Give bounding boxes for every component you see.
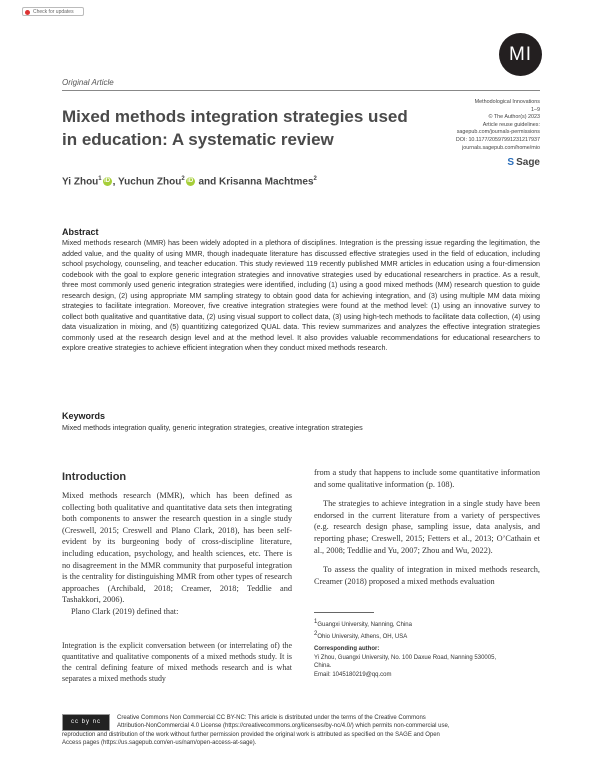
article-type: Original Article bbox=[62, 78, 114, 87]
abstract-heading: Abstract bbox=[62, 227, 99, 237]
cc-license-icon[interactable]: cc by nc bbox=[62, 714, 110, 731]
license-text bbox=[62, 714, 540, 748]
license-line-4: Access pages (https://us.sagepub.com/en-us/nam/open-access-at-sage). bbox=[62, 740, 257, 747]
author-list: Yi Zhou$^1$ iD , Yuchun Zhou$^2$ iD and Krisanna Machtmes$^2$ bbox=[62, 176, 317, 188]
corresponding-email[interactable]: Email: 1045180219@qq.com bbox=[314, 671, 392, 678]
check-for-updates-badge[interactable] bbox=[22, 7, 84, 16]
affiliation-divider bbox=[314, 612, 374, 613]
header-divider bbox=[62, 90, 540, 91]
publisher-logo bbox=[507, 157, 540, 168]
license-line-3: reproduction and distribution of the work without further permission provided the original work is attributed as specified on the SAGE and Open bbox=[62, 731, 440, 738]
intro-paragraph-2: Plano Clark (2019) defined that: bbox=[71, 606, 179, 616]
intro-column-left bbox=[62, 490, 292, 618]
reuse-label: Article reuse guidelines: bbox=[482, 121, 540, 128]
title-line-1: Mixed methods integration strategies used bbox=[62, 107, 408, 126]
corresponding-author-heading: Corresponding author: bbox=[314, 646, 380, 653]
affiliation-1: Guangxi University, Nanning, China bbox=[317, 622, 412, 628]
blockquote-continuation: from a study that happens to include some quantitative information and some qualitative information (p. 108). bbox=[314, 468, 540, 489]
corresponding-address-2: China. bbox=[314, 663, 332, 670]
intro-paragraph-4: To assess the quality of integration in mixed methods research, Creamer (2018) proposed a mixed methods evaluation bbox=[314, 565, 540, 586]
doi-link[interactable]: DOI: 10.1177/20597991231217937 bbox=[455, 136, 540, 143]
introduction-heading: Introduction bbox=[62, 471, 127, 483]
intro-paragraph-3: The strategies to achieve integration in a single study have been endorsed in the current literature from a variety of perspectives (e.g. research design phase, sampling issue, data analysis, and reporting phase; Creswell, 2015; Fetters et al., 2013; O’Cathain et al., 2008; Teddlie and Yu, 2007; Zhou and Wu, 2022). bbox=[314, 499, 540, 555]
author-1: Yi Zhou bbox=[62, 176, 99, 188]
affiliation-2: Ohio University, Athens, OH, USA bbox=[317, 633, 408, 640]
article-title bbox=[62, 105, 442, 151]
author-2: Yuchun Zhou bbox=[118, 176, 182, 188]
license-line-1: Creative Commons Non Commercial CC BY-NC: This article is distributed under the terms of the Creative Commons bbox=[117, 715, 426, 721]
publisher-name: Sage bbox=[516, 157, 540, 168]
affiliations: $^1$Guangxi University, Nanning, China $^2$Ohio University, Athens, OH, USA Corresponding author: Yi Zhou, Guangxi University, No. 100 Daxue Road, Nanning 530005, China. Email: 1045180219@qq.com bbox=[314, 618, 540, 680]
license-line-2: Attribution-NonCommercial 4.0 License (https://creativecommons.org/licenses/by-nc/4.0/) which permits non-commercial use, bbox=[117, 723, 450, 730]
copyright: © The Author(s) 2023 bbox=[488, 114, 540, 121]
author-3: and Krisanna Machtmes bbox=[198, 176, 314, 188]
orcid-icon[interactable]: iD bbox=[187, 178, 194, 185]
keywords-text: Mixed methods integration quality, generic integration strategies, creative integration strategies bbox=[62, 423, 363, 432]
journal-home-link[interactable]: journals.sagepub.com/home/mio bbox=[462, 144, 540, 151]
page-range: 1–9 bbox=[531, 106, 540, 113]
check-updates-label: Check for updates bbox=[33, 9, 74, 15]
intro-blockquote: Integration is the explicit conversation between (or interrelating of) the quantitative and qualitative components of a mixed methods study. It is the central defining feature of mixed methods research and is what separates a mixed methods study bbox=[62, 641, 292, 683]
title-line-2: in education: A systematic review bbox=[62, 130, 334, 149]
journal-name: Methodological Innovations bbox=[474, 99, 540, 105]
abstract-text: Mixed methods research (MMR) has been widely adopted in a plethora of disciplines. Integration is the pressing issue regarding the legitimation, the added value, and the quality of using MMR, though inadequate literature has discussed effective strategies used in the field of education, including school psychology, counseling, and teacher education. This study reviewed 119 recently published MMR articles in education using a four-dimension codebook with the goal to explore generic integration strategies and innovative strategies used by educational researchers in practice. As a result, three most commonly used generic integration strategies were identified, including (1) using a good mixed methods (MM) research question to guide research design, (2) using appropriate MM sampling strategy to obtain good data for achieving integration, and (3) using multiple MM data mixing strategies to facilitate integration. Moreover, five creative integration strategies were found at the method level: (1) using an innovative survey to collect both qualitative and quantitative data, (2) using visual support to collect data, (3) using high-tech methods to facilitate data collection, (4) using data visualization in mixing, and (5) quantitizing categorized QUAL data. This review summarizes and analyzes the effective integration strategies commonly used at the research design level and at the method level. It also provides valuable recommendations for educational researchers to explore creative strategies to achieve efficient integration when they conduct mixed methods research. bbox=[62, 238, 540, 352]
corresponding-address-1: Yi Zhou, Guangxi University, No. 100 Daxue Road, Nanning 530005, bbox=[314, 654, 497, 661]
permissions-link[interactable]: sagepub.com/journals-permissions bbox=[456, 129, 540, 136]
check-updates-icon bbox=[25, 10, 30, 15]
keywords-heading: Keywords bbox=[62, 411, 106, 421]
sage-s-icon: S bbox=[507, 157, 515, 168]
intro-paragraph-1: Mixed methods research (MMR), which has been defined as collecting both qualitative and quantitative data sets then integrating both components to answer the research question in a single study (Creswell, 2015; Creswell and Plano Clark, 2018), has been self-evident by its burgeoning body of cross-discipline literature, including education, psychology, and health sciences, etc. There is no disagreement in the MMR community that purposeful integration is the centrality for distinguishing MMR from other types of research approaches (Archibald, 2018; Creamer, 2018; Teddlie and Tashakkori, 2006). bbox=[62, 491, 292, 605]
orcid-icon[interactable]: iD bbox=[104, 178, 111, 185]
intro-column-right bbox=[314, 467, 540, 595]
journal-logo: MI bbox=[499, 33, 542, 76]
journal-meta bbox=[420, 99, 540, 152]
